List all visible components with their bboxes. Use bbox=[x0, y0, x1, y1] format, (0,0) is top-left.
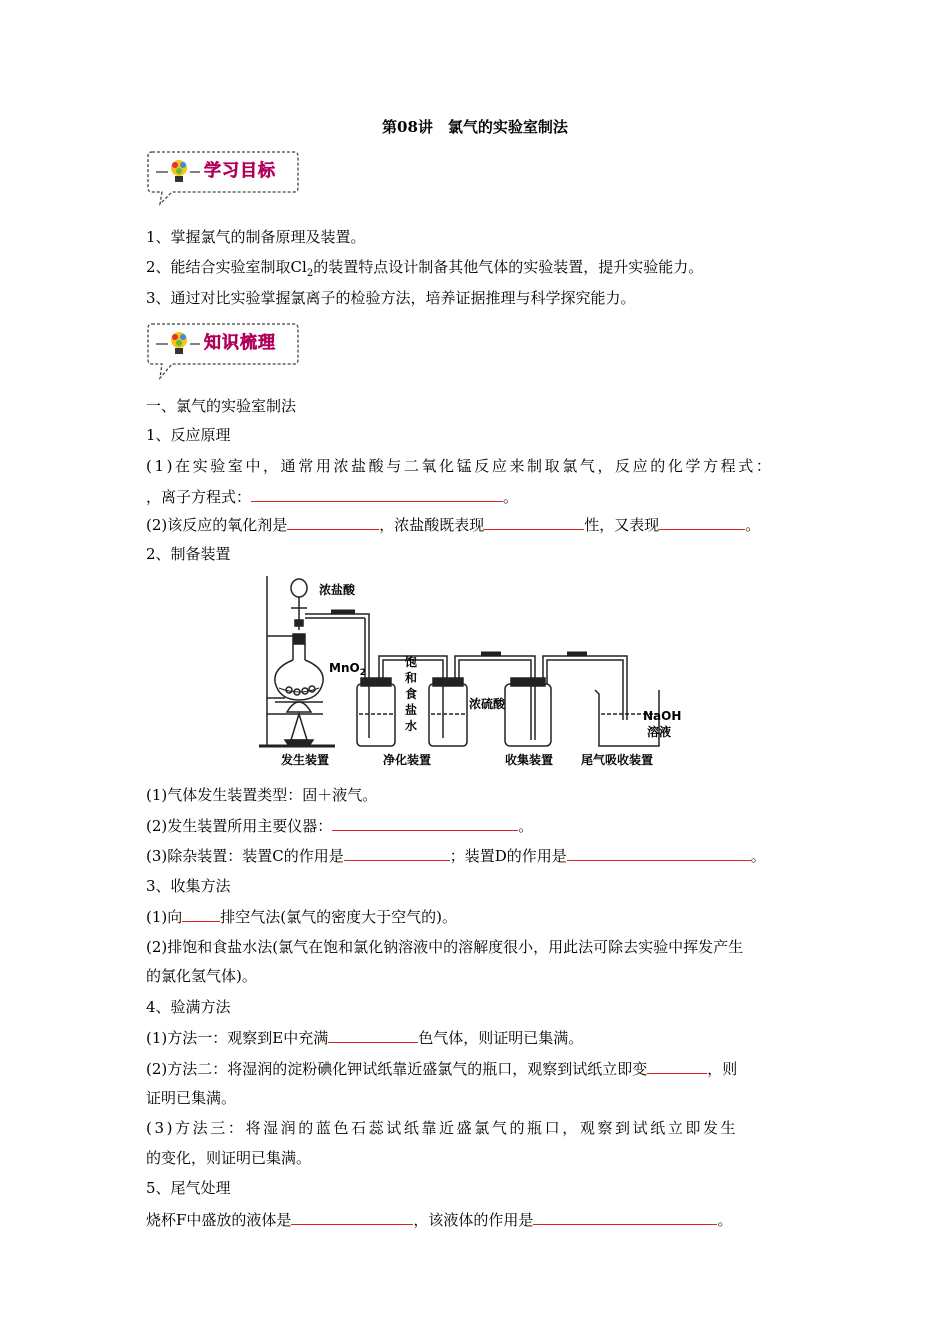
caption-generator: 发生装置 bbox=[281, 753, 330, 767]
blank-liquid-purpose[interactable] bbox=[533, 1209, 717, 1225]
label-brine-1: 饱 bbox=[405, 655, 418, 669]
s3-heading: 3、收集方法 bbox=[146, 877, 231, 895]
s3-line-3: 的氯化氢气体)。 bbox=[146, 967, 257, 985]
s4-line-4: (3)方法三：将湿润的蓝色石蕊试纸靠近盛氯气的瓶口，观察到试纸立即发生 bbox=[146, 1119, 739, 1137]
lightbulb-icon bbox=[171, 160, 187, 182]
blank-ionic-equation[interactable] bbox=[251, 486, 503, 502]
s2-line-2: (2)发生装置所用主要仪器： 。 bbox=[146, 817, 534, 835]
blank-property-2[interactable] bbox=[659, 514, 745, 530]
label-brine-5: 水 bbox=[405, 719, 418, 733]
caption-collector: 收集装置 bbox=[505, 753, 554, 767]
blank-instruments[interactable] bbox=[332, 815, 518, 831]
goal-1: 1、掌握氯气的制备原理及装置。 bbox=[146, 228, 366, 246]
knowledge-badge bbox=[146, 320, 300, 362]
s4-line-1: (1)方法一：观察到E中充满 色气体，则证明已集满。 bbox=[146, 1029, 584, 1047]
knowledge-badge-label: 知识梳理 bbox=[204, 333, 276, 353]
s4-line-2: (2)方法二：将湿润的淀粉碘化钾试纸靠近盛氯气的瓶口，观察到试纸立即变 ，则 bbox=[146, 1060, 738, 1078]
goal-2: 2、能结合实验室制取$Cl_2$的装置特点设计制备其他气体的实验装置，提升实验能力。 bbox=[146, 258, 704, 279]
label-mno2: MnO$_2$ bbox=[329, 661, 366, 678]
blank-beaker-liquid[interactable] bbox=[291, 1209, 413, 1225]
goal-3: 3、通过对比实验掌握氯离子的检验方法，培养证据推理与科学探究能力。 bbox=[146, 289, 636, 307]
s2-heading: 2、制备装置 bbox=[146, 545, 231, 563]
s4-heading: 4、验满方法 bbox=[146, 998, 231, 1016]
lightbulb-icon bbox=[171, 332, 187, 354]
blank-oxidizer[interactable] bbox=[287, 514, 379, 530]
caption-absorber: 尾气吸收装置 bbox=[581, 753, 654, 767]
caption-purifier: 净化装置 bbox=[383, 753, 432, 767]
label-naoh: NaOH bbox=[643, 709, 682, 723]
label-brine-3: 食 bbox=[405, 687, 418, 701]
page-title: 第08讲 氯气的实验室制法 bbox=[382, 118, 568, 136]
apparatus-figure bbox=[255, 572, 695, 772]
s4-line-5: 的变化，则证明已集满。 bbox=[146, 1149, 312, 1167]
blank-paper-color[interactable] bbox=[647, 1058, 707, 1074]
label-conc-h2so4: 浓硫酸 bbox=[469, 697, 506, 711]
goals-badge bbox=[146, 148, 300, 190]
label-conc-hcl: 浓盐酸 bbox=[319, 583, 356, 597]
s4-line-3: 证明已集满。 bbox=[146, 1089, 237, 1107]
s3-line-2: (2)排饱和食盐水法(氯气在饱和氯化钠溶液中的溶解度很小，用此法可除去实验中挥发产生 bbox=[146, 938, 744, 956]
label-solution: 溶液 bbox=[647, 725, 672, 739]
s1-line-1: (1)在实验室中，通常用浓盐酸与二氧化锰反应来制取氯气，反应的化学方程式： bbox=[146, 457, 774, 475]
s3-line-1: (1)向 排空气法(氯气的密度大于空气的)。 bbox=[146, 908, 457, 926]
blank-device-c[interactable] bbox=[344, 845, 450, 861]
s1-line-3: (2)该反应的氧化剂是 ，浓盐酸既表现 性，又表现 。 bbox=[146, 516, 761, 534]
s2-line-3: (3)除杂装置：装置C的作用是 ；装置D的作用是 。 bbox=[146, 847, 766, 865]
goals-badge-label: 学习目标 bbox=[204, 161, 276, 181]
blank-device-d[interactable] bbox=[567, 845, 751, 861]
blank-direction[interactable] bbox=[182, 906, 220, 922]
blank-property-1[interactable] bbox=[484, 514, 584, 530]
s1-heading: 1、反应原理 bbox=[146, 426, 231, 444]
apparatus-diagram bbox=[255, 572, 695, 772]
section-1-heading: 一、氯气的实验室制法 bbox=[146, 397, 297, 415]
label-brine-4: 盐 bbox=[405, 703, 418, 717]
s2-line-1: (1)气体发生装置类型：固＋液气。 bbox=[146, 786, 378, 804]
s1-line-2: ，离子方程式： 。 bbox=[146, 488, 519, 506]
s5-line: 烧杯F中盛放的液体是 ，该液体的作用是 。 bbox=[146, 1211, 733, 1229]
blank-gas-color[interactable] bbox=[328, 1027, 418, 1043]
label-brine-2: 和 bbox=[405, 671, 418, 685]
s5-heading: 5、尾气处理 bbox=[146, 1179, 231, 1197]
